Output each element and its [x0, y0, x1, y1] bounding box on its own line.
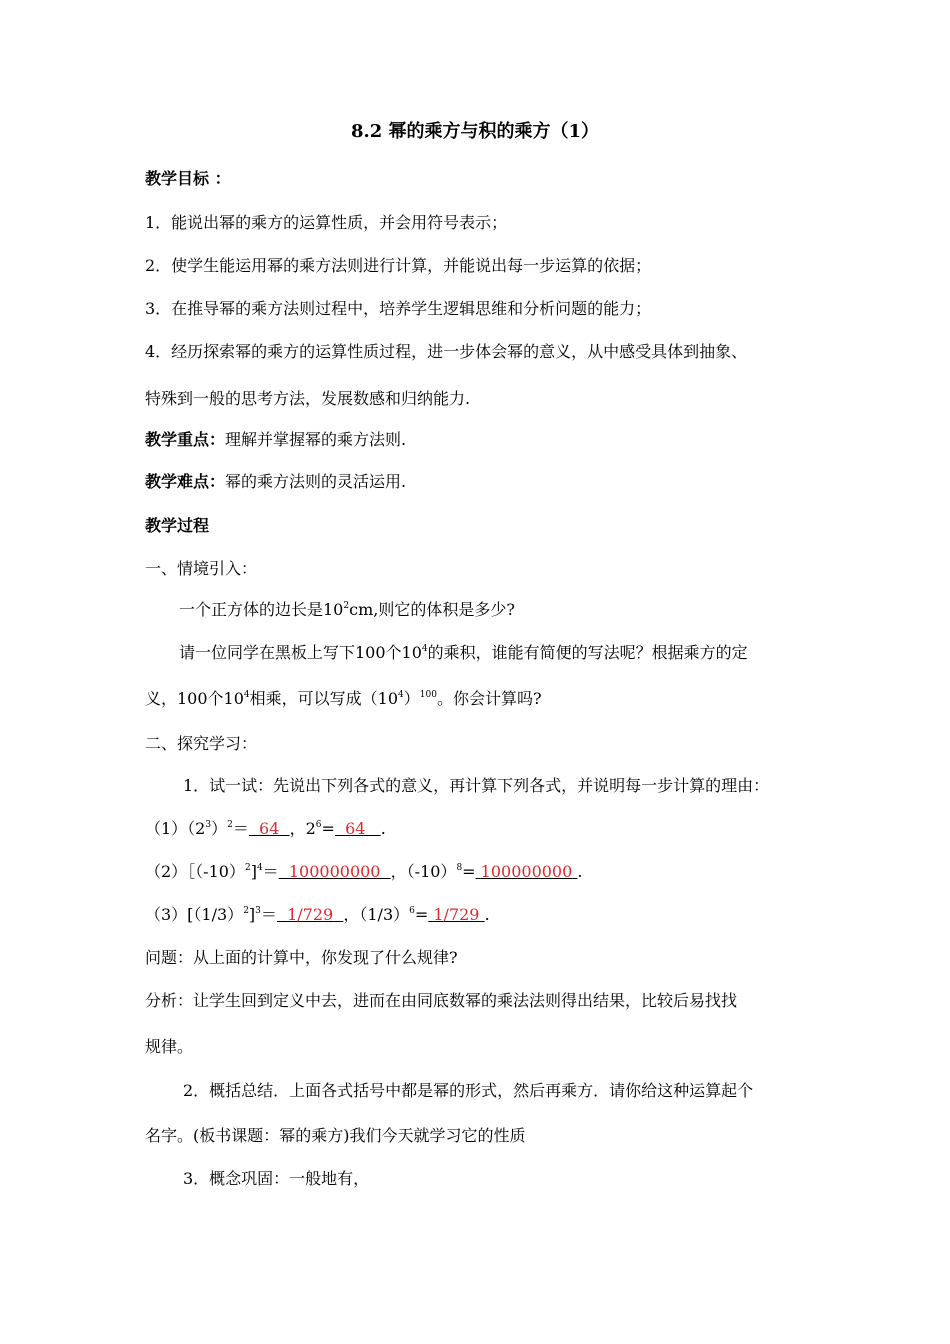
section2-heading: 二、探究学习： — [145, 734, 258, 753]
key-point-label: 教学重点： — [145, 430, 226, 449]
exercise-3: $(3)[(1/3)^2]^3= 1/729$ ，$(1/3)^6= 1/729$ . — [145, 905, 490, 924]
analysis-text-cont: 规律。 — [145, 1037, 194, 1056]
analysis-text: 分析：让学生回到定义中去，进而在由同底数幂的乘法法则得出结果，比较后易找找 — [145, 991, 738, 1010]
question-text: 问题：从上面的计算中，你发现了什么规律? — [145, 948, 458, 967]
answer-blank: 100000000 — [480, 862, 573, 881]
step1-instruction: 1．试一试：先说出下列各式的意义，再计算下列各式，并说明每一步计算的理由： — [183, 776, 770, 795]
answer-blank: 64 — [259, 819, 280, 838]
objective-item: 4．经历探索幂的乘方的运算性质过程，进一步体会幂的意义，从中感受具体到抽象、 — [145, 342, 748, 361]
page-title: 8.2 幂的乘方与积的乘方（1） — [350, 121, 600, 142]
key-point-text: 理解并掌握幂的乘方法则. — [225, 430, 407, 449]
difficulty-label: 教学难点： — [145, 472, 226, 491]
scenario-question-3: 义，100个$10^4$相乘，可以写成$(10^4)^{100}$。你会计算吗? — [145, 689, 542, 708]
exercise-2: $(2)[(-10)^2]^4= 100000000$ ，$(-10)^8= 100000000$ . — [145, 862, 583, 881]
process-heading: 教学过程 — [145, 516, 210, 535]
section1-heading: 一、情境引入： — [145, 559, 258, 578]
step2-summary: 2．概括总结．上面各式括号中都是幂的形式，然后再乘方．请你给这种运算起个 — [183, 1081, 754, 1100]
scenario-question-1: 一个正方体的边长是$10^2cm$,则它的体积是多少? — [179, 600, 515, 619]
difficulty-text: 幂的乘方法则的灵活运用. — [225, 472, 407, 491]
answer-blank: 1/729 — [287, 905, 334, 924]
answer-blank: 64 — [345, 819, 366, 838]
objective-item: 2．使学生能运用幂的乘方法则进行计算，并能说出每一步运算的依据； — [145, 256, 652, 275]
answer-blank: 100000000 — [288, 862, 381, 881]
exercise-1: $(1)(2^3)^2= 64$ ，$2^6= 64$ . — [145, 819, 386, 838]
step3-concept: 3．概念巩固：一般地有， — [183, 1169, 370, 1188]
key-point — [145, 429, 810, 451]
objective-item: 3．在推导幂的乘方法则过程中，培养学生逻辑思维和分析问题的能力； — [145, 299, 652, 318]
objective-item: 特殊到一般的思考方法，发展数感和归纳能力. — [145, 389, 471, 408]
answer-blank: 1/729 — [433, 905, 480, 924]
step2-summary-cont: 名字。(板书课题：幂的乘方)我们今天就学习它的性质 — [145, 1126, 526, 1145]
difficulty — [145, 471, 810, 493]
scenario-question-2: 请一位同学在黑板上写下100个$10^4$的乘积，谁能有简便的写法呢？根据乘方的定 — [179, 643, 748, 662]
objectives-heading: 教学目标 ： — [145, 169, 231, 188]
objective-item: 1．能说出幂的乘方的运算性质，并会用符号表示； — [145, 213, 508, 232]
